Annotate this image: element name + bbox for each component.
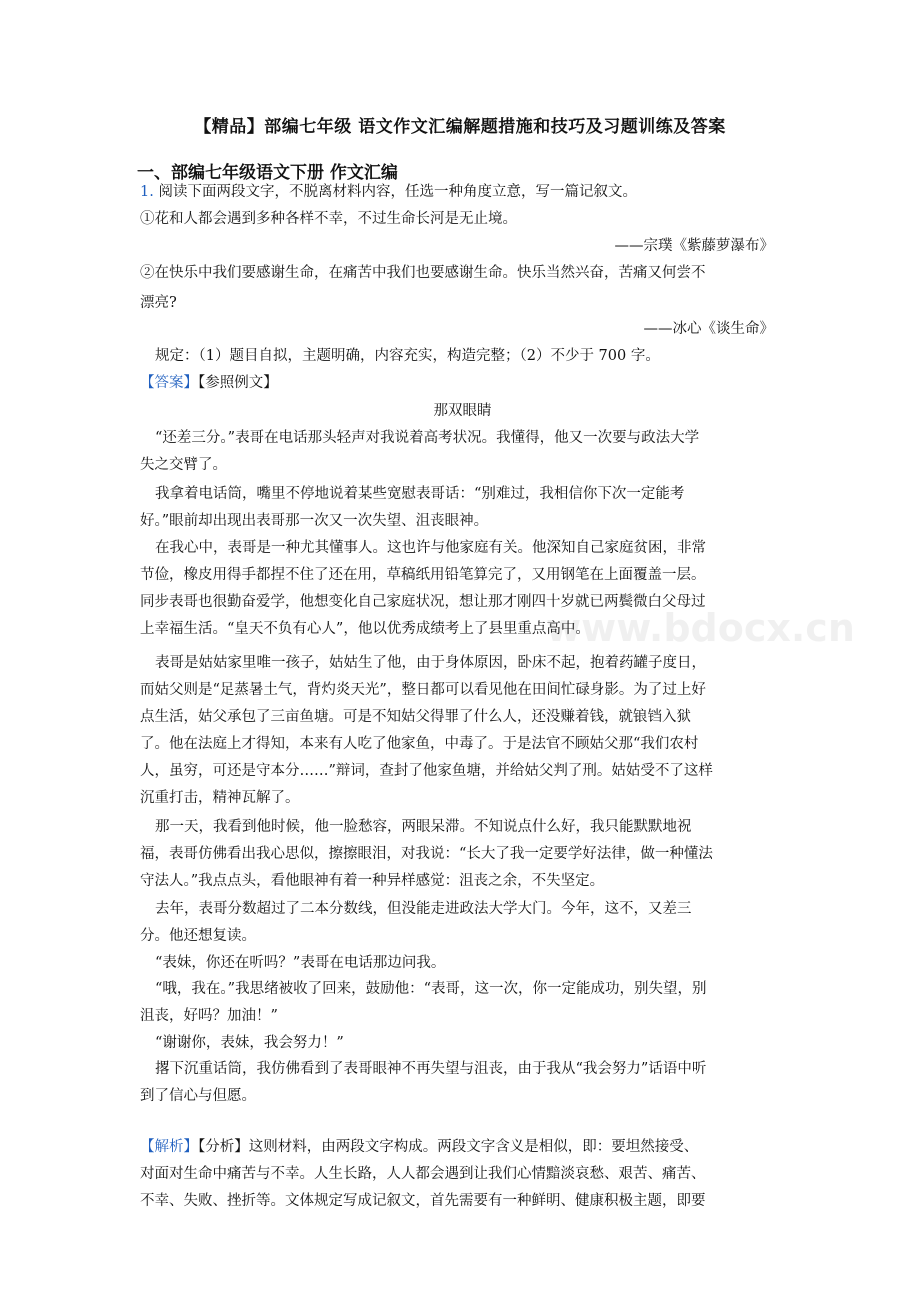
essay-line: 失之交臂了。 — [140, 457, 227, 473]
essay-line: 同步表哥也很勤奋爱学，他想变化自己家庭状况，想让那才刚四十岁就已两鬓微白父母过 — [140, 594, 706, 610]
question-prompt-line — [140, 182, 785, 202]
material-source-1: ——宗璞《紫藤萝瀑布》 — [614, 238, 774, 254]
essay-line: 到了信心与但愿。 — [140, 1088, 256, 1104]
question-prompt: 阅读下面两段文字，不脱离材料内容，任选一种角度立意，写一篇记叙文。 — [158, 184, 637, 200]
essay-line: 福，表哥仿佛看出我心思似，擦擦眼泪，对我说：“长大了我一定要学好法律，做一种懂法 — [140, 846, 713, 862]
question-number: 1. — [140, 184, 154, 200]
essay-line: 表哥是姑姑家里唯一孩子，姑姑生了他，由于身体原因，卧床不起，抱着药罐子度日， — [155, 655, 706, 671]
essay-title: 那双眼睛 — [433, 403, 492, 419]
essay-line: 上幸福生活。“皇天不负有心人”，他以优秀成绩考上了县里重点高中。 — [140, 621, 590, 637]
essay-line: 去年，表哥分数超过了二本分数线，但没能走进政法大学大门。今年，这不，又差三 — [155, 901, 692, 917]
essay-line: 好。”眼前却出现出表哥那一次又一次失望、沮丧眼神。 — [140, 513, 489, 529]
answer-label: 【答案】 — [140, 375, 198, 391]
analysis-line-1 — [140, 1137, 785, 1157]
essay-line: 在我心中，表哥是一种尤其懂事人。这也许与他家庭有关。他深知自己家庭贫困，非常 — [155, 540, 706, 556]
material-item-1: ①花和人都会遇到多种各样不幸，不过生命长河是无止境。 — [140, 211, 517, 227]
essay-line: 分。他还想复读。 — [140, 928, 256, 944]
essay-line: “谢谢你，表妹，我会努力！” — [155, 1035, 344, 1051]
essay-line: 沮丧，好吗？加油！” — [140, 1008, 278, 1024]
document-title: 【精品】部编七年级 语文作文汇编解题措施和技巧及习题训练及答案 — [194, 117, 726, 137]
essay-line: 了。他在法庭上才得知，本来有人吃了他家鱼，中毒了。于是法官不顾姑父那“我们农村 — [140, 736, 699, 752]
material-item-2-line-2: 漂亮? — [140, 295, 177, 311]
essay-line: “还差三分。”表哥在电话那头轻声对我说着高考状况。我懂得，他又一次要与政法大学 — [155, 430, 700, 446]
essay-line: 那一天，我看到他时候，他一脸愁容，两眼呆滞。不知说点什么好，我只能默默地祝 — [155, 819, 692, 835]
essay-line: 节俭，橡皮用得手都捏不住了还在用，草稿纸用铅笔算完了，又用钢笔在上面覆盖一层。 — [140, 567, 706, 583]
analysis-text-1: 这则材料，由两段文字构成。两段文字含义是相似，即：要坦然接受、 — [248, 1139, 699, 1155]
material-source-2: ——冰心《谈生命》 — [643, 321, 774, 337]
essay-line: 我拿着电话筒，嘴里不停地说着某些宽慰表哥话：“别难过，我相信你下次一定能考 — [155, 486, 685, 502]
watermark: www.bdocx.cn — [546, 606, 855, 650]
writing-rules: 规定：（1）题目自拟，主题明确，内容充实，构造完整；（2）不少于 700 字。 — [155, 348, 660, 364]
essay-line: 而姑父则是“足蒸暑土气，背灼炎天光”，整日都可以看见他在田间忙碌身影。为了过上好 — [140, 682, 706, 698]
essay-line: 撂下沉重话筒，我仿佛看到了表哥眼神不再失望与沮丧，由于我从“我会努力”话语中听 — [155, 1061, 707, 1077]
answer-labels — [140, 373, 785, 393]
essay-line: “表妹，你还在听吗？”表哥在电话那边问我。 — [155, 955, 446, 971]
essay-line: 沉重打击，精神瓦解了。 — [140, 790, 300, 806]
essay-line: “哦，我在。”我思绪被收了回来，鼓励他：“表哥，这一次，你一定能成功，别失望，别 — [155, 981, 707, 997]
analysis-line-3: 不幸、失败、挫折等。文体规定写成记叙文，首先需要有一种鲜明、健康积极主题，即要 — [140, 1193, 706, 1209]
analysis-line-2: 对面对生命中痛苦与不幸。人生长路，人人都会遇到让我们心情黯淡哀愁、艰苦、痛苦、 — [140, 1166, 706, 1182]
reference-label: 【参照例文】 — [198, 375, 278, 391]
essay-line: 人，虽穷，可还是守本分……”辩词，查封了他家鱼塘，并给姑父判了刑。姑姑受不了这样 — [140, 763, 713, 779]
section-heading: 一、部编七年级语文下册 作文汇编 — [137, 163, 398, 183]
essay-line: 守法人。”我点点头，看他眼神有着一种异样感觉：沮丧之余，不失坚定。 — [140, 873, 605, 889]
material-item-2-line-1: ②在快乐中我们要感谢生命，在痛苦中我们也要感谢生命。快乐当然兴奋，苦痛又何尝不 — [140, 265, 706, 281]
essay-line: 点生活，姑父承包了三亩鱼塘。可是不知姑父得罪了什么人，还没赚着钱，就锒铛入狱 — [140, 709, 691, 725]
analysis-sublabel: 【分析】 — [198, 1139, 249, 1155]
analysis-label: 【解析】 — [140, 1139, 198, 1155]
